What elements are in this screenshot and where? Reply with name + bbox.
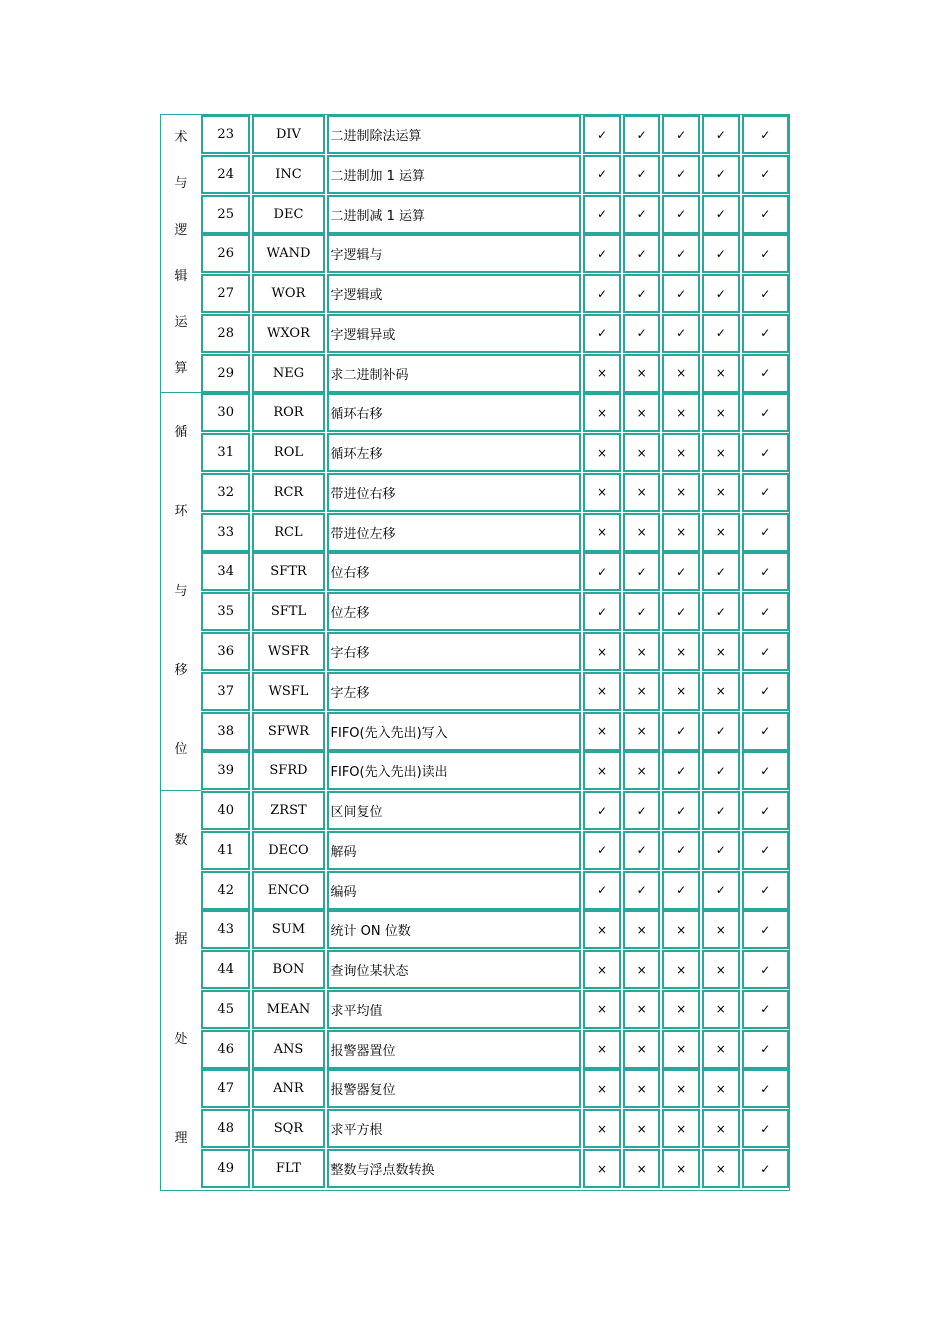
instruction-description: 统计 ON 位数 [327, 910, 582, 949]
instruction-number: 37 [201, 672, 250, 711]
support-mark: ✓ [702, 592, 740, 631]
instruction-description: FIFO(先入先出)读出 [327, 751, 582, 790]
support-mark: ✓ [583, 791, 621, 830]
instruction-mnemonic: DECO [252, 831, 324, 870]
instruction-description: 区间复位 [327, 791, 582, 830]
instruction-mnemonic: ENCO [252, 871, 324, 910]
support-mark: ✓ [702, 195, 740, 234]
support-mark: × [702, 910, 740, 949]
support-mark: ✓ [583, 592, 621, 631]
instruction-description: 位右移 [327, 552, 582, 591]
support-mark: ✓ [702, 234, 740, 273]
support-mark: ✓ [742, 592, 789, 631]
support-mark: × [702, 473, 740, 512]
instruction-description: 报警器置位 [327, 1030, 582, 1069]
support-mark: ✓ [742, 393, 789, 432]
support-mark: × [583, 1149, 621, 1188]
table-row [201, 274, 789, 313]
table-row [201, 195, 789, 234]
category-char: 运 [174, 314, 188, 330]
instruction-mnemonic: FLT [252, 1149, 324, 1188]
support-mark: ✓ [742, 155, 789, 194]
instruction-description: 字左移 [327, 672, 582, 711]
table-row [201, 632, 789, 671]
support-mark: × [662, 1030, 700, 1069]
instruction-number: 45 [201, 990, 250, 1029]
instruction-description: 字逻辑与 [327, 234, 582, 273]
instruction-mnemonic: WOR [252, 274, 324, 313]
support-mark: × [662, 910, 700, 949]
table-row [201, 712, 789, 751]
support-mark: × [662, 1109, 700, 1148]
support-mark: ✓ [662, 314, 700, 353]
table-row [201, 473, 789, 512]
support-mark: ✓ [623, 314, 661, 353]
instruction-number: 47 [201, 1069, 250, 1108]
support-mark: ✓ [702, 115, 740, 154]
instruction-mnemonic: SFRD [252, 751, 324, 790]
category-char: 理 [174, 1131, 188, 1147]
support-mark: × [623, 1149, 661, 1188]
support-mark: ✓ [742, 552, 789, 591]
support-mark: × [623, 910, 661, 949]
table-row [201, 234, 789, 273]
support-mark: × [662, 393, 700, 432]
category-char: 数 [174, 832, 188, 848]
support-mark: ✓ [662, 552, 700, 591]
support-mark: ✓ [742, 990, 789, 1029]
support-mark: × [662, 632, 700, 671]
support-mark: ✓ [623, 791, 661, 830]
support-mark: × [662, 672, 700, 711]
instruction-description: FIFO(先入先出)写入 [327, 712, 582, 751]
support-mark: ✓ [702, 155, 740, 194]
table-row [201, 552, 789, 591]
support-mark: ✓ [742, 274, 789, 313]
instruction-mnemonic: SFTR [252, 552, 324, 591]
support-mark: ✓ [662, 195, 700, 234]
support-mark: × [583, 1069, 621, 1108]
support-mark: ✓ [742, 234, 789, 273]
support-mark: ✓ [623, 592, 661, 631]
support-mark: ✓ [623, 115, 661, 154]
support-mark: ✓ [742, 751, 789, 790]
instruction-description: 带进位左移 [327, 513, 582, 552]
table-row [201, 354, 789, 393]
support-mark: × [583, 513, 621, 552]
support-mark: ✓ [583, 115, 621, 154]
instruction-number: 49 [201, 1149, 250, 1188]
instruction-mnemonic: SQR [252, 1109, 324, 1148]
support-mark: × [623, 354, 661, 393]
support-mark: × [583, 473, 621, 512]
table-row [201, 155, 789, 194]
instruction-description: 解码 [327, 831, 582, 870]
instruction-mnemonic: ROR [252, 393, 324, 432]
category-char: 辑 [174, 268, 188, 284]
support-mark: ✓ [742, 791, 789, 830]
instruction-description: 位左移 [327, 592, 582, 631]
instruction-mnemonic: SUM [252, 910, 324, 949]
support-mark: ✓ [623, 234, 661, 273]
support-mark: × [623, 433, 661, 472]
instruction-number: 41 [201, 831, 250, 870]
support-mark: × [583, 751, 621, 790]
instruction-mnemonic: RCR [252, 473, 324, 512]
support-mark: × [702, 513, 740, 552]
support-mark: ✓ [702, 871, 740, 910]
instruction-mnemonic: NEG [252, 354, 324, 393]
support-mark: × [662, 1069, 700, 1108]
table-row [201, 513, 789, 552]
support-mark: ✓ [662, 115, 700, 154]
support-mark: ✓ [662, 155, 700, 194]
support-mark: ✓ [662, 871, 700, 910]
support-mark: ✓ [623, 552, 661, 591]
table-row [201, 433, 789, 472]
instruction-mnemonic: WAND [252, 234, 324, 273]
category-char: 据 [174, 932, 188, 948]
instruction-mnemonic: RCL [252, 513, 324, 552]
support-mark: ✓ [742, 910, 789, 949]
instruction-number: 24 [201, 155, 250, 194]
support-mark: × [583, 712, 621, 751]
category-cell [161, 115, 201, 393]
instruction-description: 编码 [327, 871, 582, 910]
category-cell [161, 393, 201, 791]
instruction-number: 25 [201, 195, 250, 234]
support-mark: ✓ [583, 234, 621, 273]
support-mark: × [702, 1149, 740, 1188]
support-mark: × [623, 1030, 661, 1069]
instruction-mnemonic: INC [252, 155, 324, 194]
support-mark: ✓ [662, 234, 700, 273]
support-mark: ✓ [742, 195, 789, 234]
support-mark: × [623, 632, 661, 671]
instruction-description: 带进位右移 [327, 473, 582, 512]
support-mark: × [702, 632, 740, 671]
support-mark: ✓ [662, 751, 700, 790]
support-mark: ✓ [702, 791, 740, 830]
instruction-description: 循环右移 [327, 393, 582, 432]
instruction-mnemonic: SFTL [252, 592, 324, 631]
instruction-mnemonic: ANR [252, 1069, 324, 1108]
instruction-number: 43 [201, 910, 250, 949]
support-mark: × [623, 473, 661, 512]
support-mark: ✓ [583, 274, 621, 313]
instruction-description: 字逻辑或 [327, 274, 582, 313]
instruction-table [160, 114, 790, 1191]
support-mark: × [583, 1109, 621, 1148]
support-mark: ✓ [623, 831, 661, 870]
instruction-description: 二进制减 1 运算 [327, 195, 582, 234]
support-mark: ✓ [662, 274, 700, 313]
instruction-mnemonic: DEC [252, 195, 324, 234]
instruction-number: 36 [201, 632, 250, 671]
support-mark: ✓ [742, 871, 789, 910]
instruction-description: 求平方根 [327, 1109, 582, 1148]
table-row [201, 314, 789, 353]
instruction-number: 29 [201, 354, 250, 393]
table-row [201, 871, 789, 910]
support-mark: × [583, 393, 621, 432]
support-mark: ✓ [662, 592, 700, 631]
instruction-mnemonic: ROL [252, 433, 324, 472]
support-mark: × [623, 990, 661, 1029]
table-row [201, 592, 789, 631]
support-mark: ✓ [742, 1030, 789, 1069]
support-mark: ✓ [742, 950, 789, 989]
support-mark: ✓ [623, 195, 661, 234]
category-char: 术 [174, 130, 188, 146]
table-row [201, 1030, 789, 1069]
table-row [201, 791, 789, 830]
category-cell [161, 791, 201, 1189]
instruction-number: 23 [201, 115, 250, 154]
instruction-number: 30 [201, 393, 250, 432]
table-row [201, 751, 789, 790]
support-mark: ✓ [623, 871, 661, 910]
instruction-number: 33 [201, 513, 250, 552]
instruction-mnemonic: WXOR [252, 314, 324, 353]
instruction-mnemonic: ZRST [252, 791, 324, 830]
support-mark: × [662, 513, 700, 552]
instruction-description: 求二进制补码 [327, 354, 582, 393]
support-mark: ✓ [702, 831, 740, 870]
support-mark: ✓ [583, 552, 621, 591]
instruction-number: 26 [201, 234, 250, 273]
support-mark: ✓ [623, 155, 661, 194]
category-char: 处 [174, 1031, 188, 1047]
support-mark: × [702, 672, 740, 711]
instruction-number: 35 [201, 592, 250, 631]
support-mark: ✓ [702, 274, 740, 313]
support-mark: × [583, 1030, 621, 1069]
instruction-number: 32 [201, 473, 250, 512]
support-mark: × [583, 672, 621, 711]
support-mark: × [623, 513, 661, 552]
support-mark: ✓ [742, 433, 789, 472]
support-mark: ✓ [742, 672, 789, 711]
table-row [201, 672, 789, 711]
category-char: 与 [174, 176, 188, 192]
instruction-mnemonic: ANS [252, 1030, 324, 1069]
support-mark: × [583, 433, 621, 472]
category-char: 逻 [174, 222, 188, 238]
support-mark: × [662, 433, 700, 472]
support-mark: ✓ [623, 274, 661, 313]
support-mark: ✓ [742, 1109, 789, 1148]
support-mark: ✓ [742, 513, 789, 552]
support-mark: ✓ [742, 1149, 789, 1188]
support-mark: ✓ [742, 712, 789, 751]
support-mark: × [702, 1109, 740, 1148]
instruction-number: 27 [201, 274, 250, 313]
instruction-mnemonic: MEAN [252, 990, 324, 1029]
support-mark: × [583, 354, 621, 393]
support-mark: ✓ [662, 831, 700, 870]
category-char: 环 [174, 504, 188, 520]
instruction-mnemonic: WSFL [252, 672, 324, 711]
support-mark: ✓ [702, 751, 740, 790]
category-char: 算 [174, 361, 188, 377]
support-mark: × [583, 910, 621, 949]
support-mark: ✓ [702, 314, 740, 353]
support-mark: ✓ [742, 632, 789, 671]
instruction-number: 44 [201, 950, 250, 989]
support-mark: × [623, 950, 661, 989]
instruction-number: 39 [201, 751, 250, 790]
support-mark: × [662, 1149, 700, 1188]
support-mark: × [583, 990, 621, 1029]
table-row [201, 1109, 789, 1148]
support-mark: ✓ [742, 314, 789, 353]
support-mark: × [583, 950, 621, 989]
instruction-description: 字右移 [327, 632, 582, 671]
instruction-description: 二进制除法运算 [327, 115, 582, 154]
support-mark: × [702, 433, 740, 472]
support-mark: ✓ [583, 831, 621, 870]
table-row [201, 990, 789, 1029]
support-mark: × [662, 354, 700, 393]
support-mark: × [623, 751, 661, 790]
support-mark: ✓ [583, 155, 621, 194]
instruction-mnemonic: WSFR [252, 632, 324, 671]
support-mark: ✓ [583, 314, 621, 353]
instruction-number: 46 [201, 1030, 250, 1069]
instruction-description: 报警器复位 [327, 1069, 582, 1108]
support-mark: × [702, 1030, 740, 1069]
support-mark: ✓ [742, 115, 789, 154]
support-mark: ✓ [742, 831, 789, 870]
support-mark: × [623, 393, 661, 432]
table-row [201, 393, 789, 432]
instruction-number: 28 [201, 314, 250, 353]
support-mark: ✓ [742, 1069, 789, 1108]
instruction-description: 循环左移 [327, 433, 582, 472]
table-row [201, 910, 789, 949]
support-mark: × [662, 950, 700, 989]
support-mark: × [662, 990, 700, 1029]
instruction-mnemonic: DIV [252, 115, 324, 154]
support-mark: × [623, 1109, 661, 1148]
support-mark: × [702, 950, 740, 989]
category-char: 位 [174, 742, 188, 758]
instruction-description: 查询位某状态 [327, 950, 582, 989]
support-mark: ✓ [742, 354, 789, 393]
instruction-mnemonic: BON [252, 950, 324, 989]
support-mark: × [623, 1069, 661, 1108]
category-char: 移 [174, 662, 188, 678]
support-mark: × [623, 712, 661, 751]
support-mark: × [702, 354, 740, 393]
support-mark: × [662, 473, 700, 512]
table-row [201, 1149, 789, 1188]
support-mark: ✓ [662, 791, 700, 830]
support-mark: × [623, 672, 661, 711]
instruction-number: 31 [201, 433, 250, 472]
instruction-description: 二进制加 1 运算 [327, 155, 582, 194]
support-mark: × [702, 393, 740, 432]
instruction-number: 40 [201, 791, 250, 830]
support-mark: × [702, 990, 740, 1029]
support-mark: ✓ [583, 195, 621, 234]
instruction-number: 42 [201, 871, 250, 910]
instruction-mnemonic: SFWR [252, 712, 324, 751]
support-mark: ✓ [702, 552, 740, 591]
instruction-number: 38 [201, 712, 250, 751]
table-row [201, 831, 789, 870]
support-mark: ✓ [742, 473, 789, 512]
table-row [201, 950, 789, 989]
instruction-description: 整数与浮点数转换 [327, 1149, 582, 1188]
instruction-description: 字逻辑异或 [327, 314, 582, 353]
support-mark: ✓ [662, 712, 700, 751]
category-char: 循 [174, 425, 188, 441]
support-mark: × [583, 632, 621, 671]
instruction-number: 34 [201, 552, 250, 591]
instruction-number: 48 [201, 1109, 250, 1148]
support-mark: × [702, 1069, 740, 1108]
table-row [201, 1069, 789, 1108]
support-mark: ✓ [702, 712, 740, 751]
support-mark: ✓ [583, 871, 621, 910]
instruction-description: 求平均值 [327, 990, 582, 1029]
category-char: 与 [174, 583, 188, 599]
table-row [201, 115, 789, 154]
